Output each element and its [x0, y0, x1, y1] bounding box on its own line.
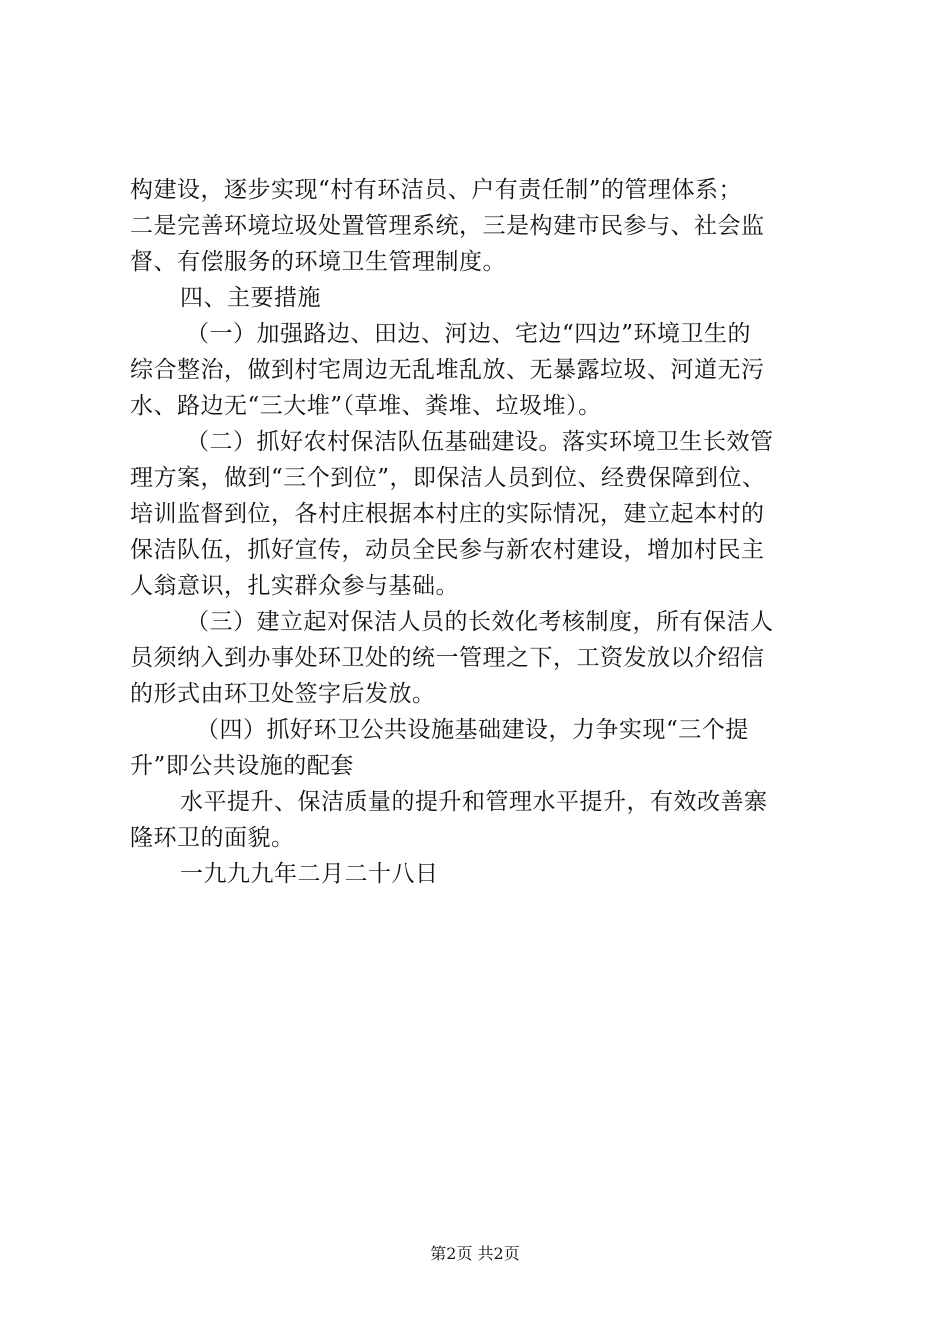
text-line: 督、有偿服务的环境卫生管理制度。 [130, 249, 506, 275]
text-line: 综合整治，做到村宅周边无乱堆乱放、无暴露垃圾、河道无污 [130, 357, 765, 383]
document-date: 一九九九年二月二十八日 [180, 861, 439, 887]
text-line: （三）建立起对保洁人员的长效化考核制度，所有保洁人 [186, 609, 774, 635]
text-line: 培训监督到位，各村庄根据本村庄的实际情况，建立起本村的 [130, 501, 765, 527]
text-line: 人翁意识，扎实群众参与基础。 [130, 573, 459, 599]
text-line: 二是完善环境垃圾处置管理系统，三是构建市民参与、社会监 [130, 213, 765, 239]
text-line: 员须纳入到办事处环卫处的统一管理之下，工资发放以介绍信 [130, 645, 765, 671]
document-body [130, 172, 830, 892]
section-heading: 四、主要措施 [180, 285, 321, 311]
text-line: 水、路边无“三大堆”（草堆、粪堆、垃圾堆）。 [130, 393, 602, 419]
page-indicator: 第2页 共2页 [430, 1244, 520, 1263]
text-line: （四）抓好环卫公共设施基础建设，力争实现“三个提 [196, 717, 749, 743]
text-line: 升”即公共设施的配套 [130, 753, 354, 779]
text-line: 水平提升、保洁质量的提升和管理水平提升，有效改善寨 [180, 789, 768, 815]
text-line: （一）加强路边、田边、河边、宅边“四边”环境卫生的 [186, 321, 752, 347]
text-line: 的形式由环卫处签字后发放。 [130, 681, 436, 707]
text-line: 理方案，做到“三个到位”，即保洁人员到位、经费保障到位、 [130, 465, 766, 491]
text-line: 构建设，逐步实现“村有环洁员、户有责任制”的管理体系； [130, 177, 743, 203]
text-line: 保洁队伍，抓好宣传，动员全民参与新农村建设，增加村民主 [130, 537, 765, 563]
text-line: （二）抓好农村保洁队伍基础建设。落实环境卫生长效管 [186, 429, 774, 455]
text-line: 隆环卫的面貌。 [130, 825, 295, 851]
